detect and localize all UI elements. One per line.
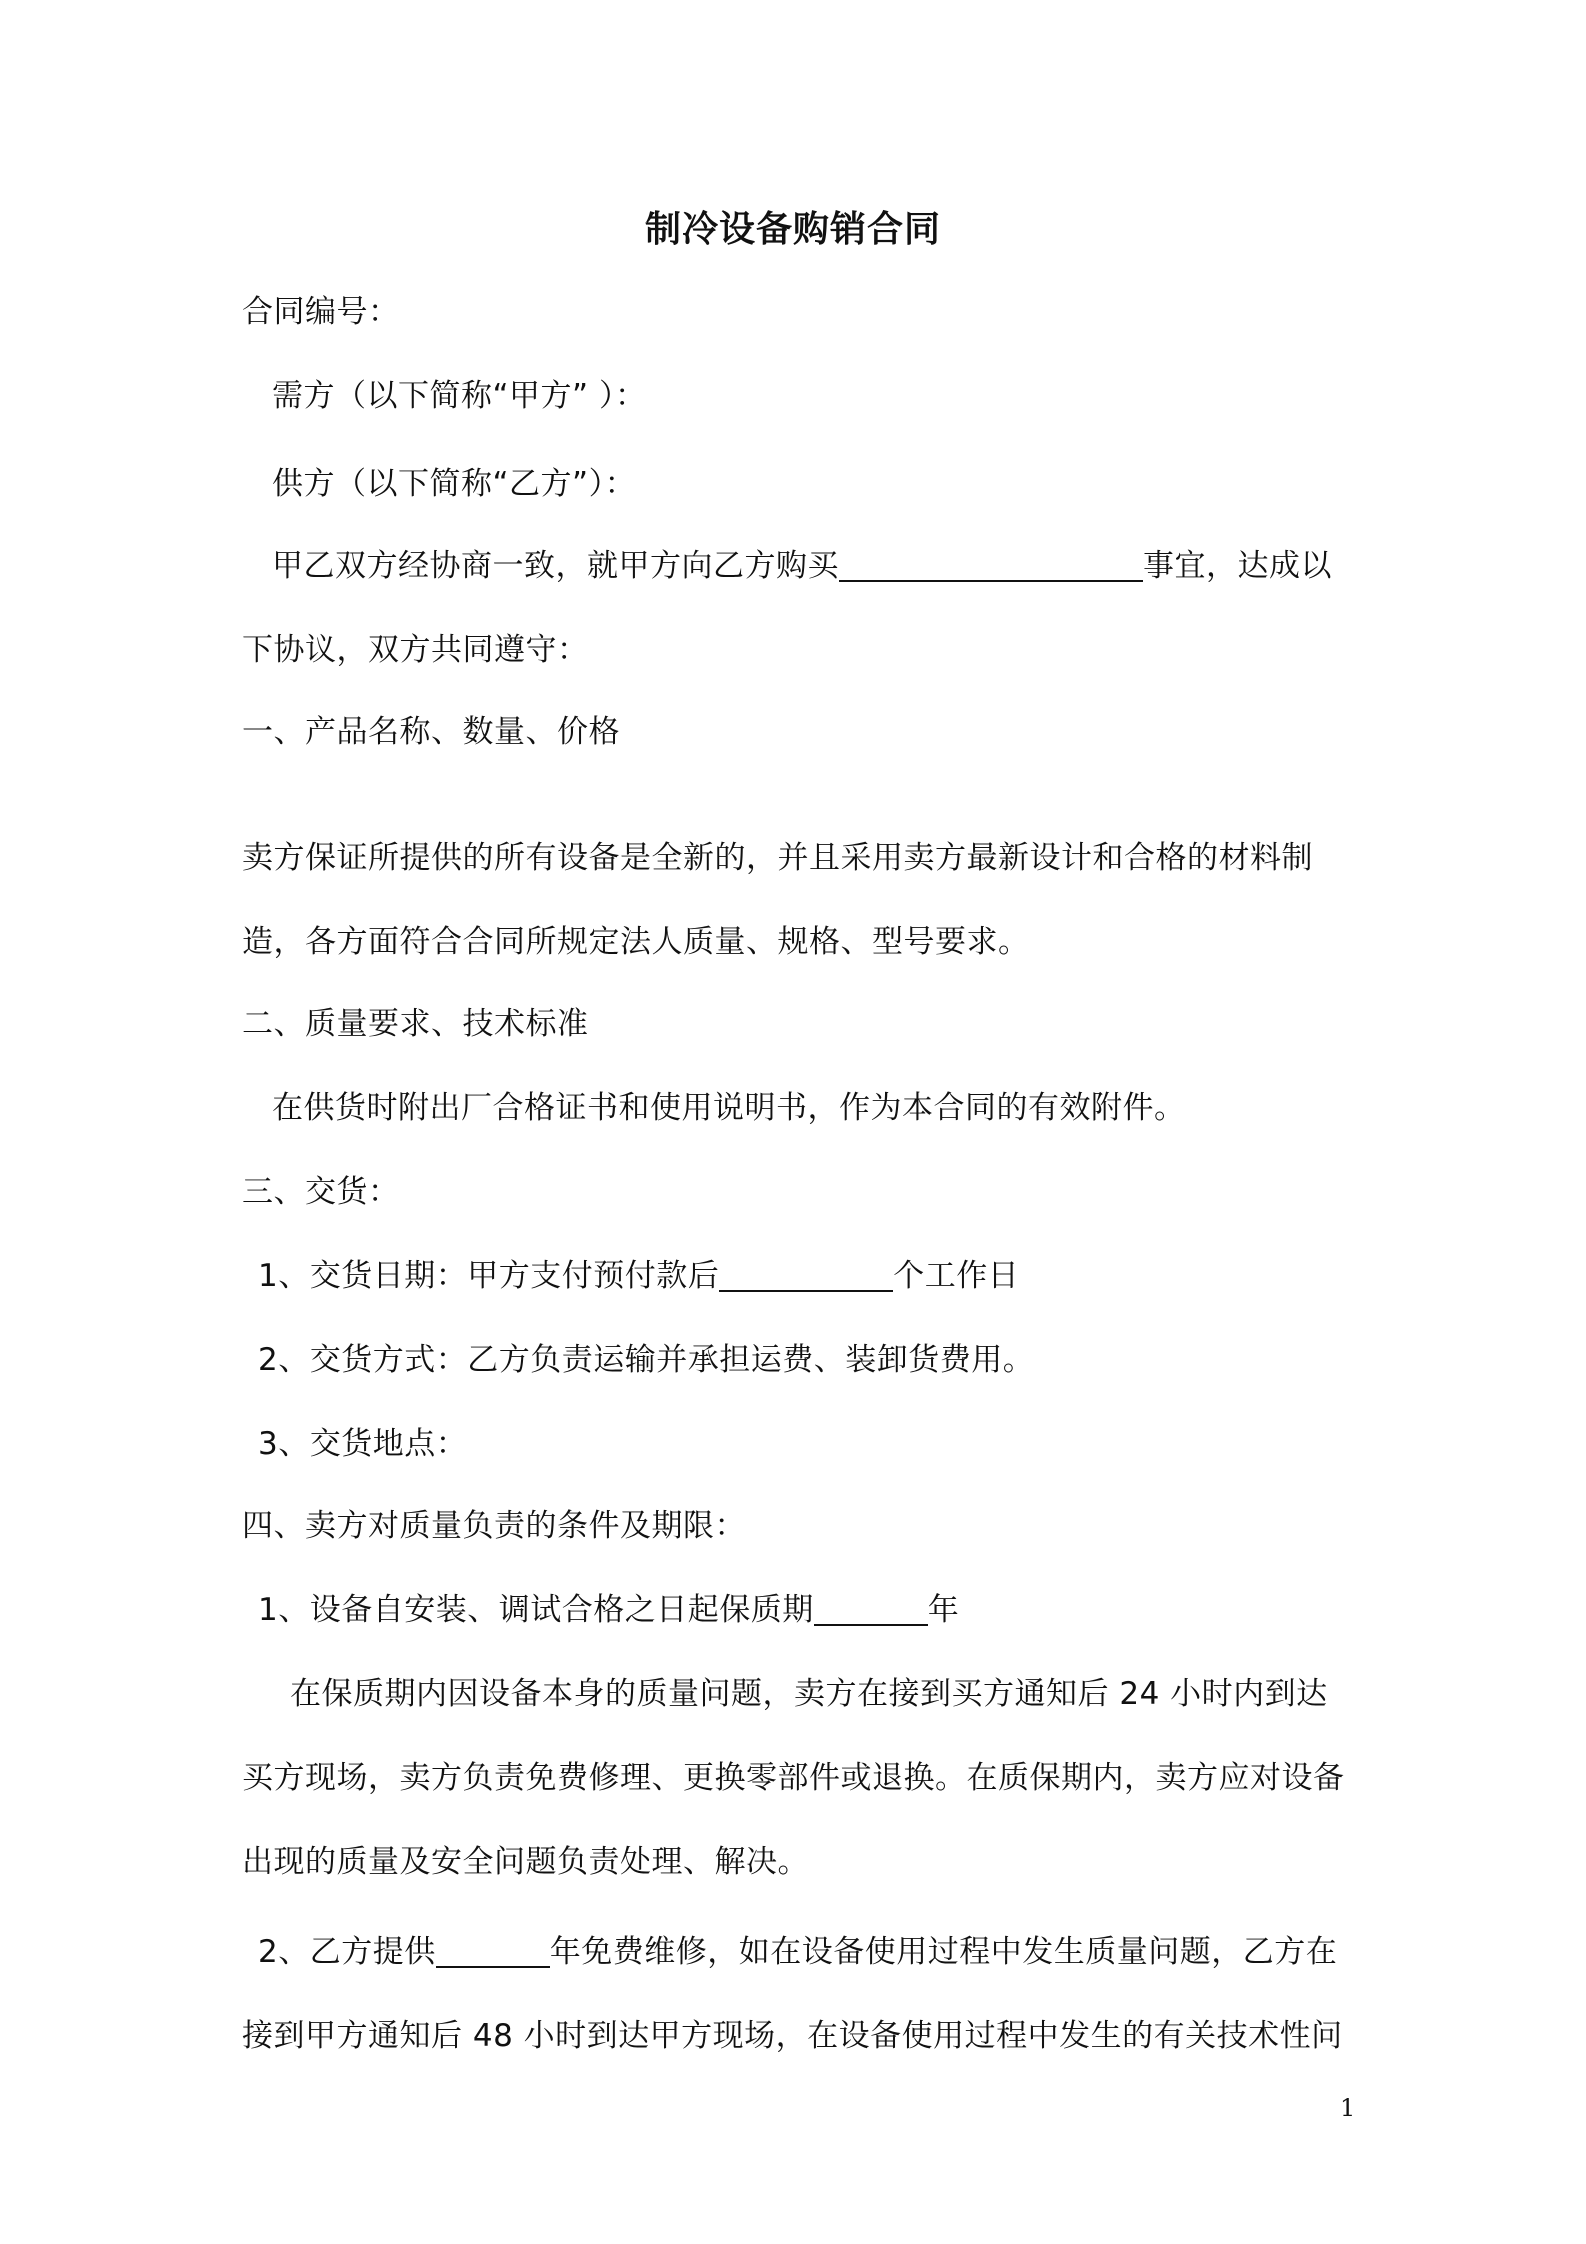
party-a-line: 需方（以下简称“甲方” ）： [272, 378, 647, 414]
section-4-text-3: 出现的质量及安全问题负责处理、解决。 [242, 1844, 809, 1880]
warranty-period-suffix: 年 [927, 1592, 960, 1628]
section-4-heading: 四、卖方对质量负责的条件及期限： [242, 1508, 746, 1544]
section-1-heading: 一、产品名称、数量、价格 [242, 714, 620, 750]
free-repair-years-blank [436, 1936, 550, 1968]
delivery-days-blank [719, 1260, 893, 1292]
intro-line-2: 下协议，双方共同遵守： [242, 632, 589, 668]
delivery-location-line: 3、交货地点： [258, 1426, 468, 1462]
document-title: 制冷设备购销合同 [644, 209, 941, 250]
section-4-text-1: 在保质期内因设备本身的质量问题，卖方在接到买方通知后 24 小时内到达 [290, 1676, 1328, 1712]
page-number: 1 [1340, 2094, 1356, 2122]
free-repair-line [258, 1932, 1337, 1972]
delivery-date-line [258, 1256, 1019, 1296]
delivery-date-suffix: 个工作日 [893, 1258, 1020, 1294]
party-b-line: 供方（以下简称“乙方”）： [272, 466, 637, 502]
section-2-heading: 二、质量要求、技术标准 [242, 1006, 589, 1042]
free-repair-text-1: 2、乙方提供 [258, 1934, 436, 1970]
warranty-period-text: 1、设备自安装、调试合格之日起保质期 [258, 1592, 814, 1628]
free-repair-text-3: 接到甲方通知后 48 小时到达甲方现场，在设备使用过程中发生的有关技术性问 [242, 2018, 1343, 2054]
section-4-text-2: 买方现场，卖方负责免费修理、更换零部件或退换。在质保期内，卖方应对设备 [242, 1760, 1345, 1796]
delivery-date-text: 1、交货日期：甲方支付预付款后 [258, 1258, 720, 1294]
section-3-heading: 三、交货： [242, 1174, 400, 1210]
intro-line-1 [272, 546, 1332, 586]
intro-text-1: 甲乙双方经协商一致，就甲方向乙方购买 [272, 548, 839, 584]
delivery-method-line: 2、交货方式：乙方负责运输并承担运费、装卸货费用。 [258, 1342, 1035, 1378]
warranty-period-line [258, 1590, 959, 1630]
section-1-text-1: 卖方保证所提供的所有设备是全新的，并且采用卖方最新设计和合格的材料制 [242, 840, 1313, 876]
intro-text-2: 事宜，达成以 [1143, 548, 1332, 584]
section-1-text-2: 造，各方面符合合同所规定法人质量、规格、型号要求。 [242, 924, 1030, 960]
warranty-years-blank [814, 1594, 928, 1626]
free-repair-text-2: 年免费维修，如在设备使用过程中发生质量问题，乙方在 [549, 1934, 1338, 1970]
section-2-text: 在供货时附出厂合格证书和使用说明书，作为本合同的有效附件。 [272, 1090, 1186, 1126]
contract-number-label: 合同编号： [242, 294, 400, 330]
purchase-item-blank [839, 550, 1143, 582]
